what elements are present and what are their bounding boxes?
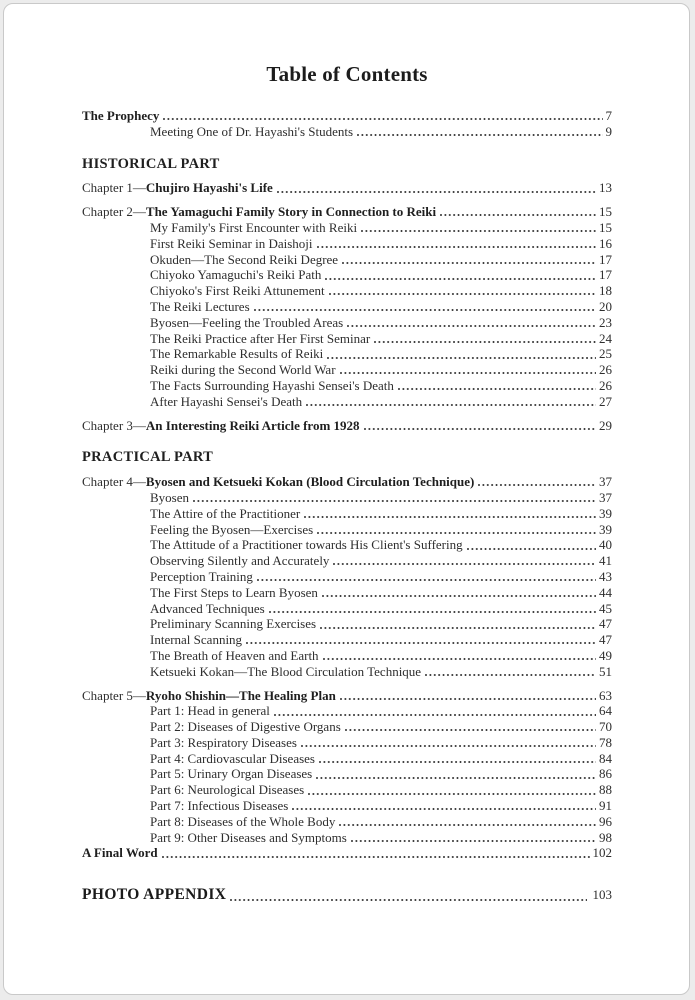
toc-entry-label: Feeling the Byosen—Exercises: [150, 521, 314, 537]
toc-entry-row: [82, 735, 612, 751]
page-number: 43: [599, 568, 612, 584]
toc-chapter-label: [82, 418, 360, 434]
toc-entry-label: The Reiki Practice after Her First Seminar: [150, 330, 371, 346]
chapter-prefix: Chapter 2—: [82, 204, 146, 220]
toc-chapter-row: [82, 474, 612, 490]
toc-entry-label: Byosen—Feeling the Troubled Areas: [150, 314, 344, 330]
dot-leader: [317, 532, 596, 534]
page-number: 37: [599, 474, 612, 490]
toc-entry-label: Part 7: Infectious Diseases: [150, 798, 289, 814]
dot-leader: [374, 341, 596, 343]
toc-heading-row: [82, 450, 612, 466]
page-number: 44: [599, 584, 612, 600]
toc-entry-label: Part 9: Other Diseases and Symptoms: [150, 829, 347, 845]
dot-leader: [230, 899, 586, 901]
dot-leader: [319, 761, 596, 763]
page-number: 41: [599, 553, 612, 569]
page-number: 26: [599, 362, 612, 378]
dot-leader: [269, 611, 596, 613]
toc-entry-row: [82, 362, 612, 378]
dot-leader: [277, 191, 596, 193]
page-number: 29: [599, 417, 612, 433]
toc-entry-row: [82, 537, 612, 553]
dot-leader: [478, 484, 596, 486]
toc-entry-label: After Hayashi Sensei's Death: [150, 393, 303, 409]
toc-entry-row: [82, 236, 612, 252]
toc-entry-label: Observing Silently and Accurately: [150, 553, 330, 569]
page-number: 40: [599, 537, 612, 553]
toc-heading-row: [82, 157, 612, 173]
toc-entry-label: The Reiki Lectures: [150, 298, 250, 314]
page-title: Table of Contents: [266, 62, 428, 86]
dot-leader: [440, 214, 596, 216]
page-number: 23: [599, 314, 612, 330]
dot-leader: [325, 278, 596, 280]
dot-leader: [351, 840, 596, 842]
toc-entry-row: [82, 220, 612, 236]
toc-entry-label: Part 5: Urinary Organ Diseases: [150, 766, 313, 782]
toc-entry-label: Part 1: Head in general: [150, 703, 270, 719]
toc-entry-label: Ketsueki Kokan—The Blood Circulation Technique: [150, 663, 422, 679]
dot-leader: [317, 246, 597, 248]
dot-leader: [274, 714, 596, 716]
toc-entry-label: The Breath of Heaven and Earth: [150, 647, 319, 663]
toc-entry-label: My Family's First Encounter with Reiki: [150, 219, 358, 235]
dot-leader: [340, 372, 596, 374]
toc-entry-label: Internal Scanning: [150, 632, 243, 648]
toc-entry-row: [82, 378, 612, 394]
page-number: 63: [599, 687, 612, 703]
toc-entry-row: [82, 632, 612, 648]
dot-leader: [357, 134, 602, 136]
toc-entry-row: [82, 283, 612, 299]
dot-leader: [308, 793, 596, 795]
toc-chapter-row: [82, 180, 612, 196]
toc-entry-row: [82, 703, 612, 719]
page-number: 17: [599, 267, 612, 283]
toc-entry-label: Preliminary Scanning Exercises: [150, 616, 317, 632]
toc-entry-label: The Facts Surrounding Hayashi Sensei's Death: [150, 377, 394, 393]
chapter-title: Chujiro Hayashi's Life: [145, 180, 273, 196]
toc-entry-label: The Prophecy: [82, 108, 160, 123]
toc-entry-row: [82, 845, 612, 861]
toc-entry-label: Perception Training: [150, 568, 253, 584]
dot-leader: [254, 309, 596, 311]
dot-leader: [193, 500, 596, 502]
toc-entry-row: [82, 601, 612, 617]
toc-entry-row: [82, 124, 612, 140]
page-number: 88: [599, 782, 612, 798]
dot-leader: [333, 563, 596, 565]
toc-entry-row: [82, 394, 612, 410]
toc-entry-label: Part 2: Diseases of Digestive Organs: [150, 719, 341, 735]
page-number: 45: [599, 600, 612, 616]
dot-leader: [347, 325, 596, 327]
toc-entry-label: Chiyoko Yamaguchi's Reiki Path: [150, 267, 322, 283]
page-number: 16: [599, 235, 612, 251]
dot-leader: [364, 428, 596, 430]
page-number: 15: [599, 219, 612, 235]
page-number: 9: [605, 123, 612, 139]
toc-entry-row: [82, 782, 612, 798]
page-number: 27: [599, 393, 612, 409]
toc-entry-label: Chiyoko's First Reiki Attunement: [150, 283, 325, 299]
page-number: 64: [599, 703, 612, 719]
toc-entry-row: [82, 522, 612, 538]
page-number: 7: [605, 108, 612, 123]
page-number: 70: [599, 719, 612, 735]
toc-entry-row: [82, 331, 612, 347]
toc-entry-row: [82, 719, 612, 735]
page-number: 17: [599, 251, 612, 267]
toc-entry-row: [82, 506, 612, 522]
toc-entry-label: Meeting One of Dr. Hayashi's Students: [150, 123, 354, 139]
page-number: 103: [592, 887, 612, 903]
toc-entry-row: [82, 798, 612, 814]
chapter-title: The Yamaguchi Family Story in Connection to Reiki: [145, 204, 437, 220]
page-number: 96: [599, 813, 612, 829]
chapter-title: Byosen and Ketsueki Kokan (Blood Circulation Technique): [145, 474, 475, 490]
toc-entry-row: [82, 252, 612, 268]
page-number: 39: [599, 505, 612, 521]
toc-chapter-label: [82, 204, 436, 220]
dot-leader: [425, 674, 596, 676]
page-number: 24: [599, 330, 612, 346]
page-number: 51: [599, 663, 612, 679]
toc-entry-row: [82, 766, 612, 782]
dot-leader: [163, 118, 602, 120]
dot-leader: [304, 516, 596, 518]
toc-entry-row: [82, 751, 612, 767]
page-number: 25: [599, 346, 612, 362]
toc-chapter-row: [82, 418, 612, 434]
chapter-prefix: Chapter 3—: [82, 417, 146, 433]
toc-entry-label: Reiki during the Second World War: [150, 362, 336, 378]
page-number: 98: [599, 829, 612, 845]
toc-chapter-label: [82, 688, 336, 704]
page-number: 15: [599, 204, 612, 220]
dot-leader: [292, 808, 596, 810]
toc-entry-label: PHOTO APPENDIX: [82, 886, 227, 904]
toc-entry-label: Byosen: [150, 489, 189, 505]
page-number: 91: [599, 798, 612, 814]
toc-entry-label: First Reiki Seminar in Daishoji: [150, 235, 313, 251]
toc-entry-row: [82, 490, 612, 506]
toc-entry-row: [82, 585, 612, 601]
page-number: 13: [599, 180, 612, 196]
toc-entry-label: A Final Word: [82, 845, 158, 861]
page-number: 78: [599, 734, 612, 750]
page-number: 102: [592, 845, 612, 861]
page-number: 86: [599, 766, 612, 782]
dot-leader: [345, 729, 596, 731]
chapter-title: An Interesting Reiki Article from 1928: [145, 417, 360, 433]
dot-leader: [246, 642, 596, 644]
dot-leader: [467, 548, 596, 550]
dot-leader: [257, 579, 596, 581]
toc-entry-label: Part 8: Diseases of the Whole Body: [150, 813, 336, 829]
page-number: 37: [599, 489, 612, 505]
toc-entry-row: [82, 315, 612, 331]
toc-entry-label: The Attitude of a Practitioner towards His Client's Suffering: [150, 537, 463, 553]
dot-leader: [361, 230, 596, 232]
toc-chapter-row: [82, 204, 612, 220]
toc-entry-row: [82, 569, 612, 585]
toc-content: [82, 62, 612, 905]
toc-entry-label: The First Steps to Learn Byosen: [150, 584, 318, 600]
book-page: [3, 3, 690, 995]
toc-entry-label: PRACTICAL PART: [82, 449, 214, 466]
dot-leader: [306, 404, 596, 406]
dot-leader: [398, 388, 596, 390]
dot-leader: [329, 293, 596, 295]
toc-entry-row: [82, 267, 612, 283]
chapter-prefix: Chapter 4—: [82, 474, 146, 490]
chapter-prefix: Chapter 1—: [82, 180, 146, 196]
dot-leader: [301, 745, 596, 747]
toc-entry-label: The Remarkable Results of Reiki: [150, 346, 324, 362]
toc-entry-label: The Attire of the Practitioner: [150, 505, 301, 521]
toc-entry-label: Advanced Techniques: [150, 600, 265, 616]
dot-leader: [340, 698, 596, 700]
toc-entry-row: [82, 616, 612, 632]
toc-appendix-row: [82, 885, 612, 905]
page-number: 47: [599, 632, 612, 648]
toc-entry-label: HISTORICAL PART: [82, 155, 220, 172]
toc-entry-label: Part 6: Neurological Diseases: [150, 782, 305, 798]
toc-entry-label: Okuden—The Second Reiki Degree: [150, 251, 339, 267]
toc-entry-row: [82, 299, 612, 315]
toc-entry-row: [82, 830, 612, 846]
toc-list: [82, 108, 612, 905]
chapter-title: Ryoho Shishin—The Healing Plan: [145, 687, 336, 703]
chapter-prefix: Chapter 5—: [82, 687, 146, 703]
toc-entry-row: [82, 553, 612, 569]
dot-leader: [316, 777, 596, 779]
dot-leader: [322, 595, 596, 597]
toc-chapter-row: [82, 688, 612, 704]
toc-entry-row: [82, 814, 612, 830]
toc-entry-label: Part 4: Cardiovascular Diseases: [150, 750, 315, 766]
page-number: 84: [599, 750, 612, 766]
toc-entry-row: [82, 108, 612, 124]
toc-entry-row: [82, 664, 612, 680]
dot-leader: [339, 824, 596, 826]
toc-chapter-label: [82, 180, 273, 196]
page-number: 26: [599, 377, 612, 393]
dot-leader: [342, 262, 596, 264]
dot-leader: [327, 357, 596, 359]
toc-entry-row: [82, 346, 612, 362]
dot-leader: [323, 658, 596, 660]
page-number: 18: [599, 283, 612, 299]
page-number: 49: [599, 647, 612, 663]
toc-entry-row: [82, 648, 612, 664]
dot-leader: [320, 627, 596, 629]
dot-leader: [162, 856, 590, 858]
toc-entry-label: Part 3: Respiratory Diseases: [150, 734, 297, 750]
page-number: 47: [599, 616, 612, 632]
page-number: 20: [599, 298, 612, 314]
toc-chapter-label: [82, 474, 474, 490]
page-number: 39: [599, 521, 612, 537]
